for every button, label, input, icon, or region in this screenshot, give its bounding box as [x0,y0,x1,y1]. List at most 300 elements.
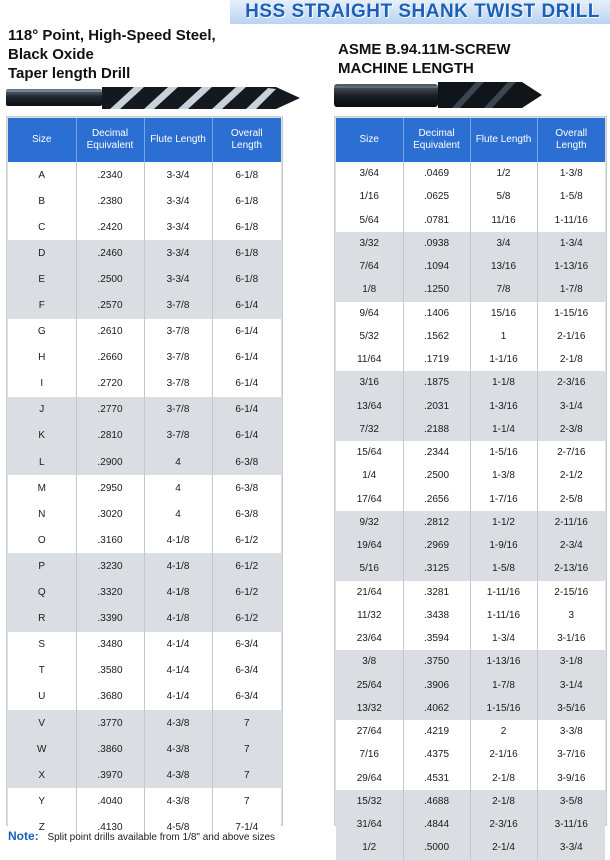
cell-flute-length: 4-1/8 [144,606,212,632]
table-row [8,240,281,266]
table-row [336,418,605,441]
table-row [336,674,605,697]
cell-size: 5/16 [336,557,403,580]
cell-size: W [8,736,76,762]
table-header-row [8,118,281,162]
cell-decimal-equivalent: .4040 [76,788,144,814]
header-overall-length: Overall Length [212,118,281,162]
cell-size: 15/32 [336,790,403,813]
cell-size: Z [8,814,76,840]
cell-flute-length: 1-5/16 [470,441,537,464]
cell-flute-length: 3-7/8 [144,371,212,397]
cell-decimal-equivalent: .1250 [403,278,470,301]
cell-decimal-equivalent: .2810 [76,423,144,449]
table-row [8,162,281,188]
cell-size: 11/64 [336,348,403,371]
table-row [8,684,281,710]
cell-overall-length: 6-1/8 [212,266,281,292]
cell-size: F [8,292,76,318]
cell-size: 31/64 [336,813,403,836]
header-overall-length: Overall Length [537,118,605,162]
cell-overall-length: 3-5/8 [537,790,605,813]
cell-flute-length: 4-1/8 [144,580,212,606]
table-row [8,501,281,527]
cell-size: N [8,501,76,527]
cell-overall-length: 6-1/2 [212,580,281,606]
cell-size: L [8,449,76,475]
table-row [336,767,605,790]
cell-flute-length: 4 [144,501,212,527]
cell-overall-length: 1-15/16 [537,302,605,325]
header-size: Size [8,118,76,162]
table-row [8,736,281,762]
cell-flute-length: 4-3/8 [144,736,212,762]
table-row [336,581,605,604]
cell-size: 7/16 [336,743,403,766]
table-header-row [336,118,605,162]
cell-size: 5/64 [336,209,403,232]
cell-decimal-equivalent: .2500 [403,464,470,487]
cell-flute-length: 4-1/4 [144,684,212,710]
page-title: HSS STRAIGHT SHANK TWIST DRILL [245,1,600,22]
cell-overall-length: 1-7/8 [537,278,605,301]
cell-decimal-equivalent: .3770 [76,710,144,736]
cell-overall-length: 6-1/8 [212,214,281,240]
cell-decimal-equivalent: .3125 [403,557,470,580]
cell-flute-length: 1-7/8 [470,674,537,697]
table-row [336,604,605,627]
cell-flute-length: 1-1/4 [470,418,537,441]
table-row [336,743,605,766]
cell-decimal-equivalent: .3320 [76,580,144,606]
table-row [8,475,281,501]
cell-size: D [8,240,76,266]
cell-size: R [8,606,76,632]
screw-machine-table-panel [334,116,607,854]
cell-size: 23/64 [336,627,403,650]
cell-overall-length: 2-15/16 [537,581,605,604]
cell-overall-length: 6-1/8 [212,188,281,214]
cell-decimal-equivalent: .3438 [403,604,470,627]
table-row [8,710,281,736]
cell-flute-length: 4-3/8 [144,762,212,788]
table-row [8,266,281,292]
cell-size: A [8,162,76,188]
cell-overall-length: 6-1/2 [212,553,281,579]
cell-overall-length: 3-1/4 [537,674,605,697]
cell-flute-length: 3-3/4 [144,162,212,188]
title-banner [230,0,610,24]
cell-flute-length: 1-3/16 [470,395,537,418]
cell-size: 3/16 [336,371,403,394]
screw-machine-table [336,118,605,860]
cell-size: 9/64 [336,302,403,325]
cell-overall-length: 2-1/2 [537,464,605,487]
cell-decimal-equivalent: .3480 [76,632,144,658]
cell-decimal-equivalent: .4531 [403,767,470,790]
cell-flute-length: 4-1/4 [144,632,212,658]
taper-length-table [8,118,281,840]
table-row [8,553,281,579]
left-subtitle-line-2: Black Oxide [8,46,94,63]
cell-size: B [8,188,76,214]
cell-overall-length: 2-1/8 [537,348,605,371]
cell-flute-length: 1-1/16 [470,348,537,371]
table-row [8,606,281,632]
table-row [336,790,605,813]
cell-flute-length: 1-1/2 [470,511,537,534]
table-row [8,214,281,240]
cell-flute-length: 4 [144,449,212,475]
cell-decimal-equivalent: .4130 [76,814,144,840]
cell-overall-length: 3 [537,604,605,627]
table-row [8,527,281,553]
cell-decimal-equivalent: .1875 [403,371,470,394]
cell-overall-length: 6-3/8 [212,501,281,527]
cell-flute-length: 1-15/16 [470,697,537,720]
taper-length-table-panel [6,116,283,833]
cell-flute-length: 3-3/4 [144,240,212,266]
cell-overall-length: 3-1/8 [537,650,605,673]
cell-flute-length: 5/8 [470,185,537,208]
table-row [336,232,605,255]
cell-decimal-equivalent: .3160 [76,527,144,553]
cell-overall-length: 3-11/16 [537,813,605,836]
cell-flute-length: 2-1/8 [470,790,537,813]
cell-overall-length: 7 [212,762,281,788]
cell-decimal-equivalent: .3906 [403,674,470,697]
cell-decimal-equivalent: .1094 [403,255,470,278]
cell-decimal-equivalent: .2720 [76,371,144,397]
cell-overall-length: 1-3/8 [537,162,605,185]
header-flute-length: Flute Length [144,118,212,162]
cell-decimal-equivalent: .0938 [403,232,470,255]
cell-decimal-equivalent: .2656 [403,488,470,511]
cell-flute-length: 11/16 [470,209,537,232]
cell-flute-length: 1-9/16 [470,534,537,557]
cell-decimal-equivalent: .0625 [403,185,470,208]
cell-decimal-equivalent: .1406 [403,302,470,325]
table-row [336,302,605,325]
cell-size: I [8,371,76,397]
cell-overall-length: 1-11/16 [537,209,605,232]
cell-decimal-equivalent: .3594 [403,627,470,650]
cell-size: V [8,710,76,736]
left-subtitle-line-1: 118° Point, High-Speed Steel, [8,27,216,44]
cell-size: G [8,319,76,345]
cell-decimal-equivalent: .4844 [403,813,470,836]
table-row [336,371,605,394]
cell-overall-length: 2-3/8 [537,418,605,441]
cell-decimal-equivalent: .2570 [76,292,144,318]
taper-drill-image [6,82,300,114]
table-row [336,511,605,534]
cell-size: X [8,762,76,788]
cell-overall-length: 7 [212,736,281,762]
cell-flute-length: 1-13/16 [470,650,537,673]
cell-flute-length: 1-3/8 [470,464,537,487]
cell-flute-length: 3-7/8 [144,397,212,423]
cell-decimal-equivalent: .4375 [403,743,470,766]
cell-size: 27/64 [336,720,403,743]
cell-size: 3/32 [336,232,403,255]
cell-size: C [8,214,76,240]
cell-decimal-equivalent: .0469 [403,162,470,185]
table-row [8,449,281,475]
cell-size: O [8,527,76,553]
cell-flute-length: 1-11/16 [470,581,537,604]
table-row [336,534,605,557]
table-row [336,395,605,418]
cell-flute-length: 7/8 [470,278,537,301]
cell-overall-length: 6-3/8 [212,449,281,475]
taper-length-table-body [8,162,281,840]
cell-decimal-equivalent: .5000 [403,836,470,859]
cell-decimal-equivalent: .4219 [403,720,470,743]
cell-flute-length: 2 [470,720,537,743]
cell-decimal-equivalent: .3970 [76,762,144,788]
header-decimal-equivalent: Decimal Equivalent [76,118,144,162]
cell-size: 29/64 [336,767,403,790]
cell-overall-length: 2-1/16 [537,325,605,348]
cell-flute-length: 13/16 [470,255,537,278]
cell-flute-length: 3-7/8 [144,345,212,371]
cell-overall-length: 1-13/16 [537,255,605,278]
cell-overall-length: 6-1/4 [212,292,281,318]
cell-decimal-equivalent: .3020 [76,501,144,527]
right-subtitle [338,40,610,78]
cell-decimal-equivalent: .2660 [76,345,144,371]
cell-overall-length: 2-3/4 [537,534,605,557]
header-flute-length: Flute Length [470,118,537,162]
cell-flute-length: 4-3/8 [144,788,212,814]
footer-note [8,829,275,843]
table-row [8,788,281,814]
cell-size: P [8,553,76,579]
cell-size: 3/8 [336,650,403,673]
cell-decimal-equivalent: .1719 [403,348,470,371]
cell-size: 5/32 [336,325,403,348]
table-row [336,255,605,278]
cell-overall-length: 3-3/4 [537,836,605,859]
table-row [8,658,281,684]
cell-size: 1/16 [336,185,403,208]
cell-size: 9/32 [336,511,403,534]
cell-flute-length: 1-11/16 [470,604,537,627]
note-label: Note: [8,829,39,843]
cell-decimal-equivalent: .3580 [76,658,144,684]
cell-overall-length: 6-1/8 [212,240,281,266]
cell-flute-length: 3-7/8 [144,292,212,318]
cell-size: J [8,397,76,423]
note-text: Split point drills available from 1/8" and above sizes [47,832,276,843]
cell-flute-length: 3-3/4 [144,188,212,214]
table-row [336,697,605,720]
cell-decimal-equivalent: .2420 [76,214,144,240]
cell-size: Q [8,580,76,606]
cell-flute-length: 3-7/8 [144,423,212,449]
cell-flute-length: 1-3/4 [470,627,537,650]
left-subtitle [8,26,288,83]
cell-flute-length: 2-1/8 [470,767,537,790]
cell-decimal-equivalent: .2500 [76,266,144,292]
cell-overall-length: 3-7/16 [537,743,605,766]
table-row [8,319,281,345]
table-row [8,423,281,449]
cell-flute-length: 2-1/16 [470,743,537,766]
cell-decimal-equivalent: .4062 [403,697,470,720]
table-row [336,348,605,371]
cell-size: 15/64 [336,441,403,464]
cell-flute-length: 1/2 [470,162,537,185]
cell-size: 25/64 [336,674,403,697]
cell-size: H [8,345,76,371]
cell-size: 11/32 [336,604,403,627]
cell-decimal-equivalent: .2460 [76,240,144,266]
cell-flute-length: 4-3/8 [144,710,212,736]
cell-decimal-equivalent: .3680 [76,684,144,710]
table-row [336,464,605,487]
cell-size: 1/4 [336,464,403,487]
cell-decimal-equivalent: .2380 [76,188,144,214]
cell-decimal-equivalent: .2969 [403,534,470,557]
cell-flute-length: 4-5/8 [144,814,212,840]
cell-decimal-equivalent: .3860 [76,736,144,762]
table-row [336,209,605,232]
cell-overall-length: 1-5/8 [537,185,605,208]
table-row [8,345,281,371]
cell-size: K [8,423,76,449]
cell-size: 21/64 [336,581,403,604]
cell-overall-length: 6-3/8 [212,475,281,501]
cell-decimal-equivalent: .2031 [403,395,470,418]
cell-overall-length: 2-3/16 [537,371,605,394]
cell-flute-length: 1-1/8 [470,371,537,394]
cell-flute-length: 4-1/8 [144,527,212,553]
table-row [336,557,605,580]
cell-overall-length: 6-1/4 [212,319,281,345]
cell-decimal-equivalent: .1562 [403,325,470,348]
header-decimal-equivalent: Decimal Equivalent [403,118,470,162]
cell-decimal-equivalent: .3750 [403,650,470,673]
cell-size: 19/64 [336,534,403,557]
cell-flute-length: 3-3/4 [144,266,212,292]
cell-overall-length: 2-13/16 [537,557,605,580]
cell-overall-length: 7-1/4 [212,814,281,840]
table-row [336,278,605,301]
cell-overall-length: 6-1/4 [212,345,281,371]
cell-overall-length: 6-1/8 [212,162,281,188]
cell-decimal-equivalent: .2188 [403,418,470,441]
cell-size: 13/64 [336,395,403,418]
table-row [8,632,281,658]
table-row [8,292,281,318]
cell-size: 3/64 [336,162,403,185]
table-row [336,488,605,511]
cell-overall-length: 6-1/2 [212,527,281,553]
cell-flute-length: 1 [470,325,537,348]
cell-decimal-equivalent: .3390 [76,606,144,632]
cell-decimal-equivalent: .2900 [76,449,144,475]
cell-decimal-equivalent: .2812 [403,511,470,534]
screw-machine-table-body [336,162,605,860]
cell-overall-length: 6-1/4 [212,397,281,423]
cell-size: E [8,266,76,292]
cell-flute-length: 15/16 [470,302,537,325]
cell-flute-length: 3-3/4 [144,214,212,240]
cell-flute-length: 4 [144,475,212,501]
table-row [8,580,281,606]
cell-size: 7/64 [336,255,403,278]
right-subtitle-line-2: MACHINE LENGTH [338,60,474,77]
table-row [336,650,605,673]
cell-size: 1/8 [336,278,403,301]
table-row [336,162,605,185]
cell-flute-length: 2-3/16 [470,813,537,836]
cell-size: 1/2 [336,836,403,859]
table-row [8,188,281,214]
cell-flute-length: 3-7/8 [144,319,212,345]
cell-overall-length: 3-1/16 [537,627,605,650]
cell-overall-length: 3-9/16 [537,767,605,790]
table-row [336,185,605,208]
table-row [8,397,281,423]
cell-size: 7/32 [336,418,403,441]
cell-size: T [8,658,76,684]
cell-overall-length: 2-5/8 [537,488,605,511]
cell-overall-length: 6-1/4 [212,423,281,449]
cell-flute-length: 4-1/4 [144,658,212,684]
table-row [336,720,605,743]
table-row [336,627,605,650]
left-subtitle-line-3: Taper length Drill [8,65,131,82]
table-row [336,836,605,859]
cell-flute-length: 3/4 [470,232,537,255]
right-subtitle-line-1: ASME B.94.11M-SCREW [338,41,511,58]
cell-overall-length: 7 [212,710,281,736]
cell-decimal-equivalent: .3281 [403,581,470,604]
cell-overall-length: 6-3/4 [212,632,281,658]
cell-overall-length: 6-1/4 [212,371,281,397]
cell-overall-length: 3-5/16 [537,697,605,720]
header-size: Size [336,118,403,162]
cell-overall-length: 1-3/4 [537,232,605,255]
cell-size: U [8,684,76,710]
table-row [8,371,281,397]
cell-decimal-equivalent: .4688 [403,790,470,813]
cell-decimal-equivalent: .2770 [76,397,144,423]
cell-decimal-equivalent: .2340 [76,162,144,188]
cell-size: S [8,632,76,658]
cell-flute-length: 4-1/8 [144,553,212,579]
table-row [8,762,281,788]
cell-flute-length: 2-1/4 [470,836,537,859]
cell-size: 13/32 [336,697,403,720]
cell-overall-length: 6-3/4 [212,684,281,710]
cell-flute-length: 1-5/8 [470,557,537,580]
cell-overall-length: 2-11/16 [537,511,605,534]
cell-decimal-equivalent: .2950 [76,475,144,501]
screw-machine-drill-image [334,78,542,112]
cell-overall-length: 6-1/2 [212,606,281,632]
cell-decimal-equivalent: .2344 [403,441,470,464]
cell-overall-length: 3-3/8 [537,720,605,743]
cell-decimal-equivalent: .0781 [403,209,470,232]
cell-overall-length: 2-7/16 [537,441,605,464]
cell-decimal-equivalent: .3230 [76,553,144,579]
cell-overall-length: 7 [212,788,281,814]
cell-size: Y [8,788,76,814]
